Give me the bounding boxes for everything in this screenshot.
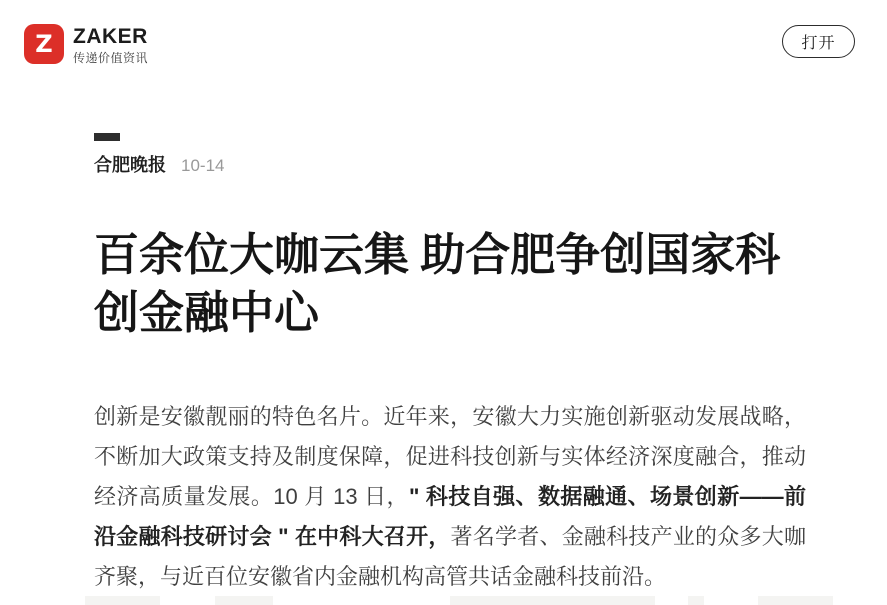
paragraph-lead: 创新是安徽靓丽的特色名片。近年来，安徽大力实施创新驱动发展战略，不断加大政策支持及制度保障，促进科技创新与实体经济深度融合，推动经济高质量发展。10 月 13 日， xyxy=(94,404,806,509)
zaker-brand[interactable] xyxy=(24,24,148,66)
next-content-cutoff xyxy=(0,596,887,605)
article-content xyxy=(94,133,806,597)
brand-name: ZAKER xyxy=(73,25,148,48)
brand-text xyxy=(73,24,148,66)
source-row xyxy=(94,155,806,176)
publish-date: 10-14 xyxy=(181,156,225,175)
brand-tagline: 传递价值资讯 xyxy=(73,51,149,65)
source-marker-dash xyxy=(94,133,120,141)
logo-letter: Z xyxy=(35,30,53,58)
app-header xyxy=(0,0,887,64)
open-app-button[interactable]: 打开 xyxy=(782,25,855,58)
source-name[interactable]: 合肥晚报 xyxy=(94,155,166,175)
zaker-logo-icon xyxy=(24,24,64,64)
paragraph-rest: 著名学者、金融科技产业的众多大咖齐聚，与近百位安徽省内金融机构高管共话金融科技前沿。 xyxy=(94,524,806,589)
article-title: 百余位大咖云集 助合肥争创国家科创金融中心 xyxy=(94,230,781,338)
paragraph-highlight: " 科技自强、数据融通、场景创新——前沿金融科技研讨会 " 在中科大召开， xyxy=(94,484,807,549)
article-paragraph xyxy=(94,397,806,597)
